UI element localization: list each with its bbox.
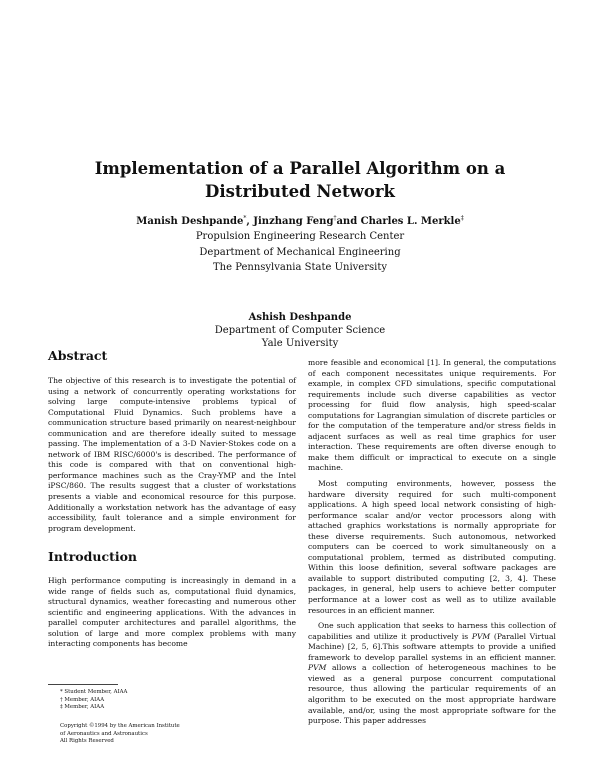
footnote: † Member, AIAA (60, 696, 105, 703)
text-run: One such application that seeks to harness this collection of capabilities and utilize it productively is (308, 621, 556, 641)
author-block (100, 211, 500, 275)
affiliation-line: Yale University (261, 338, 339, 349)
author-2-mark: † (333, 215, 337, 222)
introduction-heading: Introduction (48, 549, 138, 565)
affiliation-line: Propulsion Engineering Research Center (195, 231, 405, 243)
footnote: ‡ Member, AIAA (60, 704, 105, 711)
text-run: allows a collection of heterogeneous machines to be viewed as a general purpose concurrent computational resource, thus allowing the particular requirements of an algorithm to be executed on the most appropriate hardware available, and/or, using the most appropriate software for the purpose. This paper addresses (308, 663, 556, 726)
introduction-text: High performance computing is increasingly in demand in a wide range of fields such as, computational fluid dynamics, structural dynamics, weather forecasting and numerous other scientific and engineering applications. With the advances in parallel computer architectures and parallel algorithms, the solution of large and more complex problems with many interacting components has become (48, 576, 296, 649)
right-column (308, 358, 556, 727)
author-3-mark: ‡ (460, 215, 464, 222)
footnote-rule (48, 684, 118, 685)
copyright-line: All Rights Reserved (60, 738, 114, 745)
body-paragraph: more feasible and economical [1]. In general, the computations of each component necessitates unique requirements. For example, in complex CFD simulations, specific computational requirements include such diverse capabilities as vector processing for fluid flow analysis, high speed-scalar computations for Lagrangian simulation of discrete particles or for the computation of the temperature and/or stress fields in adjacent surfaces as well as real time graphics for user interaction. These requirements are often diverse enough to make them difficult or impractical to execute on a single machine. (308, 358, 556, 473)
copyright-line: Copyright ©1994 by the American Institute (60, 723, 180, 729)
author-3: Charles L. Merkle (360, 216, 461, 227)
author-separator: , (246, 216, 254, 227)
body-paragraph: Most computing environments, however, possess the hardware diversity required for such multi-component applications. A high speed local network consisting of high-performance scalar and/or vector processors along with attached graphics workstations is normally appropriate for these diverse requirements. Such autonomous, networked computers can be coerced to work simultaneously on a computational problem, termed as distributed computing. Within this loose definition, several software packages are available to support distributed computing [2, 3, 4]. These packages, in general, help users to achieve better computer performance at a lower cost as well as to utilize available resources in an efficient manner. (308, 479, 556, 615)
author-names (100, 211, 500, 229)
affiliation-line: Department of Mechanical Engineering (199, 246, 401, 258)
author-1-mark: * (243, 215, 247, 222)
abstract-text: The objective of this research is to investigate the potential of using a network of concurrently operating workstations for solving large compute-intensive problems typical of Computational Fluid Dynamics. Such problems have a communication structure based primarily on nearest-neighbour communication and are therefore ideally suited to message passing. The implementation of a 3-D Navier-Stokes code on a network of IBM RISC/6000's is described. The performance of this code is compared with that on conventional high-performance machines such as the Cray-YMP and the Intel iPSC/860. The results suggest that a cluster of workstations presents a viable and economical resource for this purpose. Additionally a workstation network has the advantage of easy accessibility, fault tolerance and a simple environment for program development. (48, 376, 296, 533)
author-2: Jinzhang Feng (253, 216, 334, 227)
author-1: Manish Deshpande (136, 216, 244, 227)
pvm-term: PVM (308, 663, 327, 673)
pvm-term: PVM (471, 631, 491, 641)
second-author-block (150, 311, 450, 350)
copyright-notice (60, 723, 290, 746)
copyright-line: of Aeronautics and Astronautics (60, 730, 148, 737)
text-run: (Parallel Virtual Machine) [2, 5, 6].This software attempts to provide a unified framework to develop parallel systems in an efficient manner. (308, 631, 556, 662)
author-separator: and (336, 216, 361, 227)
affiliation-line: Department of Computer Science (214, 325, 386, 336)
paper-title: Implementation of a Parallel Algorithm on a Distributed Network (94, 159, 506, 201)
left-column (48, 347, 296, 650)
footnote: * Student Member, AIAA (60, 689, 128, 695)
affiliation-line: The Pennsylvania State University (212, 261, 387, 273)
body-paragraph (308, 621, 556, 726)
abstract-heading: Abstract (48, 348, 108, 363)
author-4: Ashish Deshpande (248, 312, 352, 323)
footnotes (60, 689, 290, 712)
